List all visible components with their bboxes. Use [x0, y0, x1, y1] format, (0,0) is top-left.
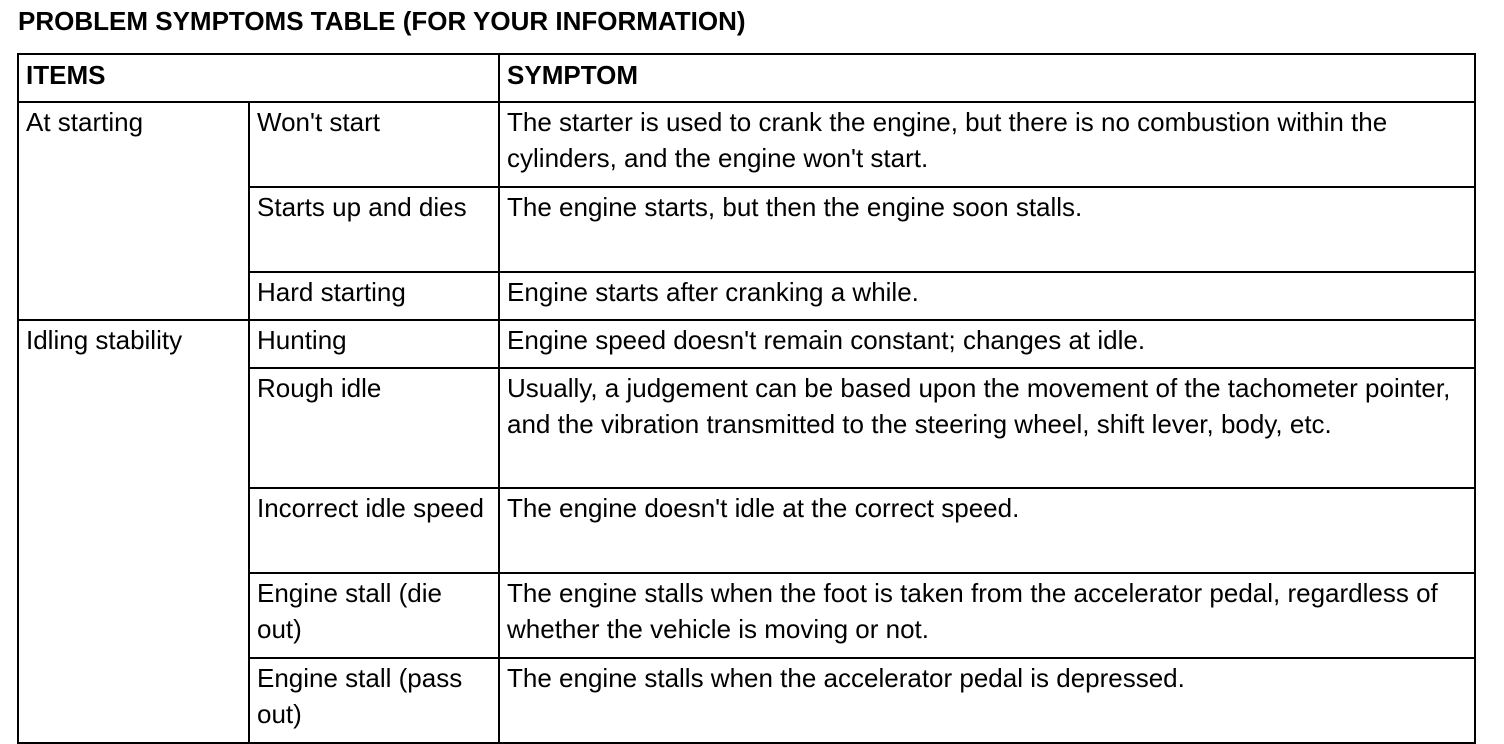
symptom-cell: The engine doesn't idle at the correct speed. [499, 488, 1475, 573]
symptom-cell: The starter is used to crank the engine, but there is no combustion within the cylinders, and the engine won't start. [499, 102, 1475, 187]
item-cell: Incorrect idle speed [249, 488, 499, 573]
item-cell: Starts up and dies [249, 187, 499, 272]
item-cell: Hard starting [249, 272, 499, 320]
table-row [18, 102, 1475, 187]
header-symptom: SYMPTOM [499, 54, 1475, 102]
symptom-cell: The engine stalls when the accelerator pedal is depressed. [499, 658, 1475, 743]
symptom-cell: Engine starts after cranking a while. [499, 272, 1475, 320]
symptom-cell: Engine speed doesn't remain constant; changes at idle. [499, 320, 1475, 368]
header-items: ITEMS [18, 54, 499, 102]
problem-symptoms-table [17, 53, 1476, 744]
table-header-row [18, 54, 1475, 102]
item-cell: Engine stall (die out) [249, 573, 499, 658]
symptom-cell: Usually, a judgement can be based upon the movement of the tachometer pointer, and the vibration transmitted to the steering wheel, shift lever, body, etc. [499, 368, 1475, 488]
item-cell: Won't start [249, 102, 499, 187]
symptom-cell: The engine stalls when the foot is taken from the accelerator pedal, regardless of whether the vehicle is moving or not. [499, 573, 1475, 658]
item-cell: Engine stall (pass out) [249, 658, 499, 743]
table-row [18, 320, 1475, 368]
page-title: PROBLEM SYMPTOMS TABLE (FOR YOUR INFORMATION) [18, 6, 746, 36]
symptom-cell: The engine starts, but then the engine soon stalls. [499, 187, 1475, 272]
group-label-at-starting: At starting [18, 102, 249, 320]
item-cell: Rough idle [249, 368, 499, 488]
item-cell: Hunting [249, 320, 499, 368]
group-label-idling-stability: Idling stability [18, 320, 249, 743]
